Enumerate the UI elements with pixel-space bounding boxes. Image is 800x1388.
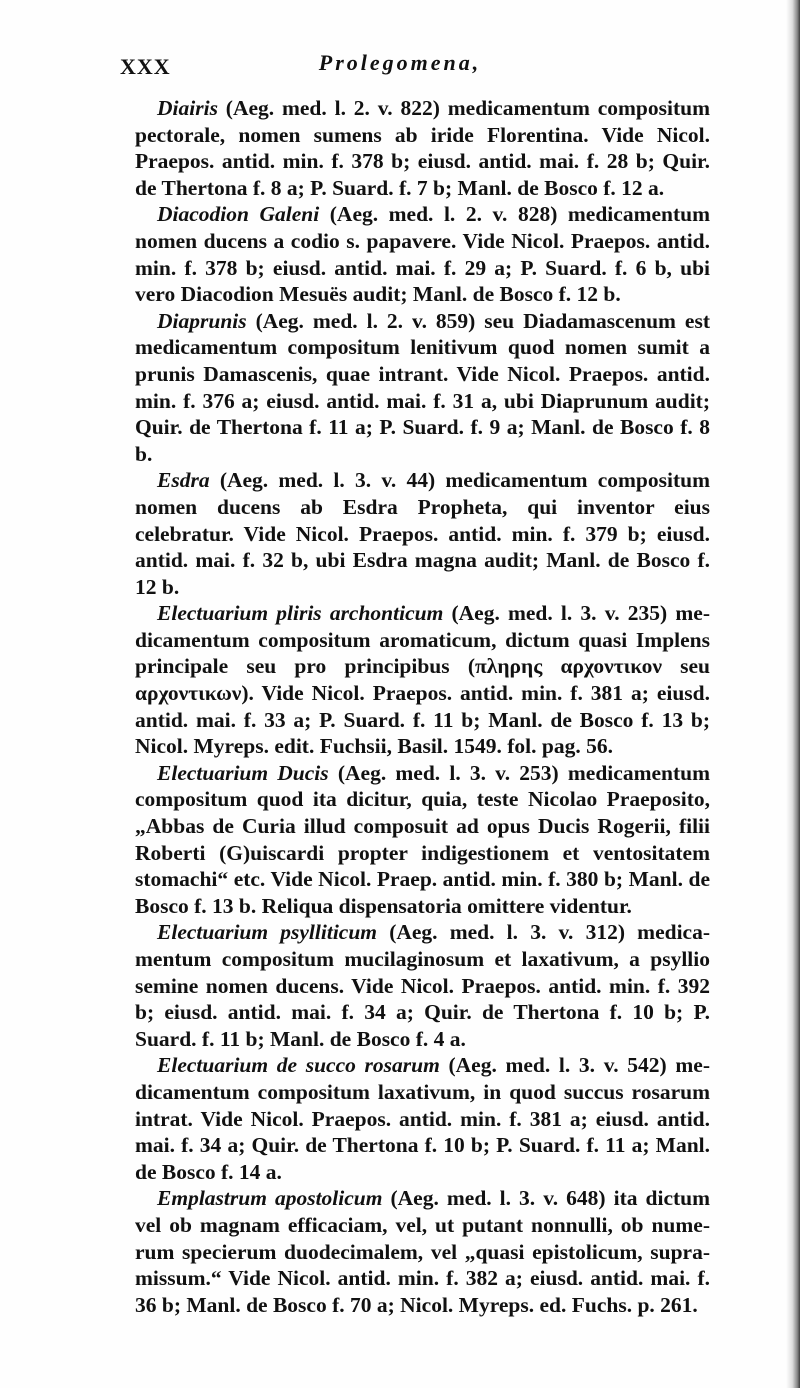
glossary-text <box>135 95 710 1318</box>
entry-headword: Electuarium pliris archonticum <box>157 601 444 626</box>
running-head <box>120 50 680 80</box>
entry-body: (Aeg. med. l. 3. v. 648) ita dictum vel ob magnam efficaciam, vel, ut putant nonnulli, ob numerum specierum duodecimalem, vel „quasi epistolicum, supramissum.“ Vide Nicol. antid. min. f. 382 a; eiusd. antid. mai. f. 36 b; Manl. de Bosco f. 70 a; Nicol. Myreps. ed. Fuchs. p. 261. <box>135 1186 711 1317</box>
entry-body: (Aeg. med. l. 3. v. 44) medicamentum compositum nomen ducens ab Esdra Propheta, qui inventor eius celebratur. Vide Nicol. Praepos. antid. min. f. 379 b; eiusd. antid. mai. f. 32 b, ubi Esdra magna audit; Manl. de Bosco f. 12 b. <box>135 468 710 599</box>
entry-headword: Diairis <box>157 96 218 120</box>
entry-headword: Diaprunis <box>157 308 247 333</box>
running-title: Prolegomena, <box>318 50 482 75</box>
entry-body: (Aeg. med. l. 3. v. 235) medicamentum compositum aromaticum, dictum quasi Implens principale seu pro principibus (πληρης αρχοντικον seu αρχοντικων). Vide Nicol. Praepos. antid. min. f. 381 a; eiusd. antid. mai. f. 33 a; P. Suard. f. 11 b; Manl. de Bosco f. 13 b; Nicol. Myreps. edit. Fuchsii, Basil. 1549. fol. pag. 56. <box>135 601 710 759</box>
page-number: XXX <box>120 54 171 79</box>
entry-headword: Esdra <box>157 468 210 493</box>
entry-body: (Aeg. med. l. 3. v. 312) medicamentum compositum mucilaginosum et laxativum, a psyllio semine nomen ducens. Vide Nicol. Praepos. antid. min. f. 392 b; eiusd. antid. mai. f. 34 a; Quir. de Thertona f. 10 b; P. Suard. f. 11 b; Manl. de Bosco f. 4 a. <box>135 920 711 1051</box>
entry-body: (Aeg. med. l. 2. v. 822) medicamentum compositum pectorale, nomen sumens ab iride Florentina. Vide Nicol. Praepos. antid. min. f. 378 b; eiusd. antid. mai. f. 28 b; Quir. de Thertona f. 8 a; P. Suard. f. 7 b; Manl. de Bosco f. 12 a. <box>135 96 710 200</box>
entry-body: (Aeg. med. l. 3. v. 253) medicamentum compositum quod ita dicitur, quia, teste Nicolao Praeposito, „Abbas de Curia illud composuit ad opus Ducis Rogerii, filii Roberti (G)uiscardi propter indigestionem et ventositatem stomachi“ etc. Vide Nicol. Praep. antid. min. f. 380 b; Manl. de Bosco f. 13 b. Reliqua dispensatoria omittere videntur. <box>135 760 711 918</box>
entry-electuarium-succo-rosarum <box>135 1052 710 1185</box>
entry-electuarium-psylliticum <box>135 919 710 1052</box>
entry-body: (Aeg. med. l. 2. v. 828) medicamentum nomen ducens a codio s. papavere. Vide Nicol. Praepos. antid. min. f. 378 b; eiusd. antid. mai. f. 29 a; P. Suard. f. 6 b, ubi vero Diacodion Mesuës audit; Manl. de Bosco f. 12 b. <box>135 202 711 307</box>
entry-diaprunis <box>135 308 710 468</box>
entry-emplastrum-apostolicum <box>135 1185 710 1318</box>
entry-diacodion <box>135 201 710 307</box>
entry-headword: Electuarium Ducis <box>157 760 329 785</box>
entry-esdra <box>135 467 710 600</box>
page-binding-edge <box>786 0 800 1388</box>
entry-body: (Aeg. med. l. 3. v. 542) medicamentum compositum laxativum, in quod succus rosarum intrat. Vide Nicol. Praepos. antid. min. f. 381 a; eiusd. antid. mai. f. 34 a; Quir. de Thertona f. 10 b; P. Suard. f. 11 a; Manl. de Bosco f. 14 a. <box>135 1053 710 1184</box>
entry-headword: Electuarium de succo rosarum <box>157 1053 440 1078</box>
entry-headword: Electuarium psylliticum <box>157 920 378 945</box>
entry-headword: Diacodion Galeni <box>157 202 320 227</box>
entry-diairis <box>135 95 710 201</box>
entry-body: (Aeg. med. l. 2. v. 859) seu Diadamascenum est medicamentum compositum lenitivum quod nomen sumit a prunis Damascenis, quae intrant. Vide Nicol. Praepos. antid. min. f. 376 a; eiusd. antid. mai. f. 31 a, ubi Diaprunum audit; Quir. de Thertona f. 11 a; P. Suard. f. 9 a; Manl. de Bosco f. 8 b. <box>135 308 710 466</box>
entry-headword: Emplastrum apostolicum <box>157 1186 383 1211</box>
entry-electuarium-pliris <box>135 600 710 760</box>
entry-electuarium-ducis <box>135 760 710 920</box>
